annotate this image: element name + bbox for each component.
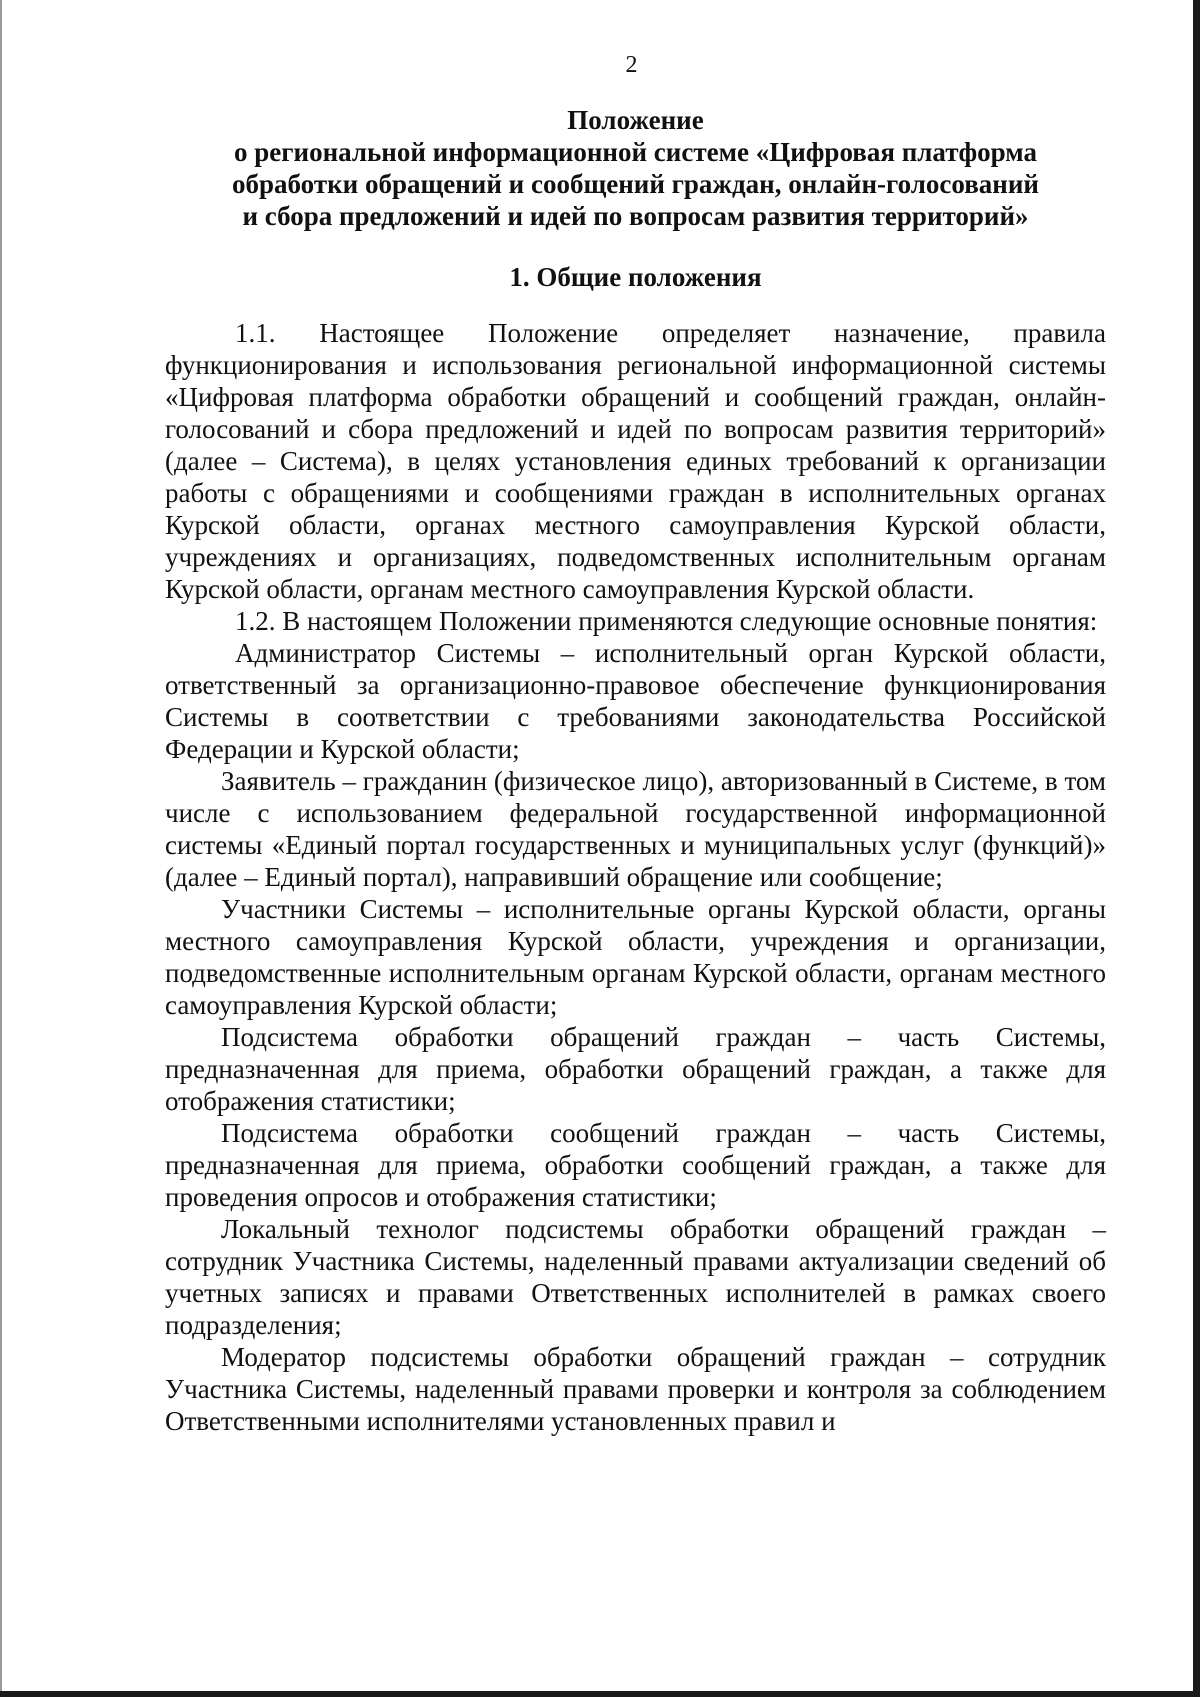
title-line: и сбора предложений и идей по вопросам развития территорий» bbox=[242, 201, 1029, 231]
title-line: Положение bbox=[567, 105, 704, 135]
paragraph-1-2: 1.2. В настоящем Положении применяются следующие основные понятия: bbox=[235, 606, 1098, 636]
definition-administrator: Администратор Системы – исполнительный орган Курской области, ответственный за организационно-правовое обеспечение функционирования Системы в соответствии с требованиями законодательства Российской Федерации и Курской области; bbox=[165, 638, 1106, 764]
definition-moderator: Модератор подсистемы обработки обращений граждан – сотрудник Участника Системы, наделенный правами проверки и контроля за соблюдением Ответственными исполнителями установленных правил и bbox=[165, 1342, 1106, 1436]
definition-applicant: Заявитель – гражданин (физическое лицо), авторизованный в Системе, в том числе с использованием федеральной государственной информационной системы «Единый портал государственных и муниципальных услуг (функций)» (далее – Единый портал), направивший обращение или сообщение; bbox=[165, 766, 1106, 892]
title-line: о региональной информационной системе «Цифровая платформа bbox=[234, 137, 1037, 167]
definition-participants: Участники Системы – исполнительные органы Курской области, органы местного самоуправления Курской области, учреждения и организации, подведомственные исполнительным органам Курской области, органам местного самоуправления Курской области; bbox=[165, 894, 1106, 1020]
scan-bottom-edge bbox=[0, 1691, 1200, 1697]
scan-right-edge bbox=[1193, 0, 1200, 1697]
definition-appeals-subsystem: Подсистема обработки обращений граждан – часть Системы, предназначенная для приема, обработки обращений граждан, а также для отображения статистики; bbox=[165, 1022, 1106, 1116]
title-line: обработки обращений и сообщений граждан, онлайн-голосований bbox=[232, 169, 1039, 199]
paragraph-1-1: 1.1. Настоящее Положение определяет назначение, правила функционирования и использования региональной информационной системы «Цифровая платформа обработки обращений и сообщений граждан, онлайн-голосований и сбора предложений и идей по вопросам развития территорий» (далее – Система), в целях установления единых требований к организации работы с обращениями и сообщениями граждан в исполнительных органах Курской области, органах местного самоуправления Курской области, учреждениях и организациях, подведомственных исполнительным органам Курской области, органам местного самоуправления Курской области. bbox=[165, 318, 1106, 604]
definition-messages-subsystem: Подсистема обработки сообщений граждан – часть Системы, предназначенная для приема, обработки сообщений граждан, а также для проведения опросов и отображения статистики; bbox=[165, 1118, 1106, 1212]
definition-local-technologist: Локальный технолог подсистемы обработки обращений граждан – сотрудник Участника Системы, наделенный правами актуализации сведений об учетных записях и правами Ответственных исполнителей в рамках своего подразделения; bbox=[165, 1214, 1106, 1340]
section-heading: 1. Общие положения bbox=[509, 262, 762, 292]
document-title bbox=[165, 104, 1106, 232]
scan-left-edge bbox=[0, 0, 2, 1697]
page-number: 2 bbox=[625, 52, 638, 78]
document-body bbox=[165, 104, 1106, 1437]
